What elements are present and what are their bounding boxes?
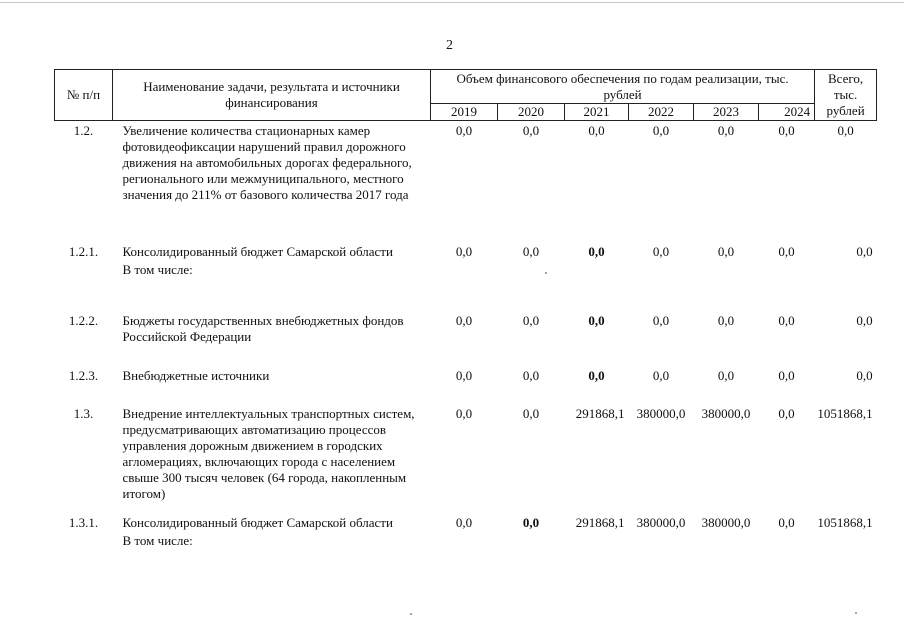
header-year: 2020 (498, 104, 565, 121)
row-note: В том числе: (122, 532, 193, 548)
row-num: 1.2.3. (68, 367, 99, 383)
row-name: Увеличение количества стационарных камер фотовидеофиксации нарушений правил дорожного движения на автомобильных дорогах федерального, регионального или межмуниципального, местного значения до 211% от базового количества 2017 года (122, 123, 412, 202)
row-value: 0,0 (652, 243, 670, 259)
row-name: Консолидированный бюджет Самарской области (122, 514, 393, 530)
header-year: 2021 (565, 104, 629, 121)
row-total: 1051868,1 (817, 405, 873, 421)
row-name-cell (113, 513, 431, 573)
row-name-cell (113, 242, 431, 311)
table-row (55, 513, 877, 573)
row-total: 0,0 (856, 243, 873, 259)
row-num: 1.3. (73, 405, 94, 421)
row-value: 380000,0 (636, 514, 686, 530)
row-value: 0,0 (455, 514, 473, 530)
row-value: 0,0 (778, 312, 795, 328)
row-value: 0,0 (588, 243, 605, 259)
row-value: 0,0 (522, 367, 540, 383)
row-name: Консолидированный бюджет Самарской области (122, 243, 393, 259)
row-value: 380000,0 (701, 405, 751, 421)
row-value: 0,0 (588, 367, 605, 383)
row-name: Внебюджетные источники (122, 367, 270, 383)
row-value: 0,0 (522, 405, 540, 421)
row-value: 0,0 (588, 123, 605, 138)
table-row (55, 242, 877, 311)
row-value: 0,0 (652, 312, 670, 328)
row-value: 0,0 (717, 312, 735, 328)
row-value: 0,0 (455, 367, 473, 383)
row-name: Внедрение интеллектуальных транспортных систем, предусматривающих автоматизацию процессов управления дорожным движением в городских агломерациях, включающих города с населением свыше 300 тысяч человек (64 города, накопленным итогом) (122, 405, 415, 501)
table-row (55, 366, 877, 404)
row-total: 0,0 (837, 123, 854, 138)
row-value: 0,0 (522, 312, 540, 328)
row-value: 291868,1 (575, 405, 625, 421)
header-year: 2023 (694, 104, 759, 121)
row-value: 0,0 (717, 243, 735, 259)
row-value: 0,0 (778, 243, 795, 259)
row-name: Бюджеты государственных внебюджетных фондов Российской Федерации (122, 312, 404, 344)
row-num: 1.2. (73, 123, 94, 138)
row-value: 0,0 (717, 123, 735, 138)
row-value: 0,0 (778, 405, 795, 421)
header-total: Всего, тыс. рублей (815, 70, 877, 121)
header-funding: Объем финансового обеспечения по годам реализации, тыс. рублей (431, 70, 815, 104)
row-num: 1.2.2. (68, 312, 99, 328)
row-value: 0,0 (778, 514, 795, 530)
row-value: 0,0 (455, 123, 473, 138)
header-name: Наименование задачи, результата и источники финансирования (113, 70, 431, 121)
page-number: 2 (446, 38, 453, 53)
row-value: 0,0 (588, 312, 605, 328)
row-value: 380000,0 (636, 405, 686, 421)
table-row (55, 404, 877, 513)
scan-edge-line (0, 2, 904, 3)
row-total: 0,0 (856, 312, 873, 328)
table-row (55, 311, 877, 366)
row-note: В том числе: (122, 261, 193, 277)
row-value: 0,0 (522, 243, 540, 259)
scan-speck (410, 613, 412, 615)
row-value: 0,0 (455, 405, 473, 421)
table-row (55, 121, 877, 242)
row-value: 380000,0 (701, 514, 751, 530)
row-value: 0,0 (455, 243, 473, 259)
row-total: 1051868,1 (817, 514, 873, 530)
header-year: 2022 (629, 104, 694, 121)
row-total: 0,0 (856, 367, 873, 383)
row-value: 0,0 (455, 312, 473, 328)
row-value: 0,0 (652, 367, 670, 383)
row-value: 0,0 (717, 367, 735, 383)
row-value: 0,0 (522, 123, 540, 138)
row-value: 0,0 (778, 123, 795, 138)
row-value: 0,0 (778, 367, 795, 383)
row-value: 291868,1 (575, 514, 625, 530)
row-num: 1.2.1. (68, 243, 99, 259)
scan-speck (855, 612, 857, 614)
row-value: 0,0 (522, 514, 540, 530)
financing-table (54, 69, 877, 573)
header-year: 2019 (431, 104, 498, 121)
header-num: № п/п (55, 70, 113, 121)
row-num: 1.3.1. (68, 514, 99, 530)
header-year: 2024 (759, 104, 815, 121)
row-value: 0,0 (652, 123, 670, 138)
